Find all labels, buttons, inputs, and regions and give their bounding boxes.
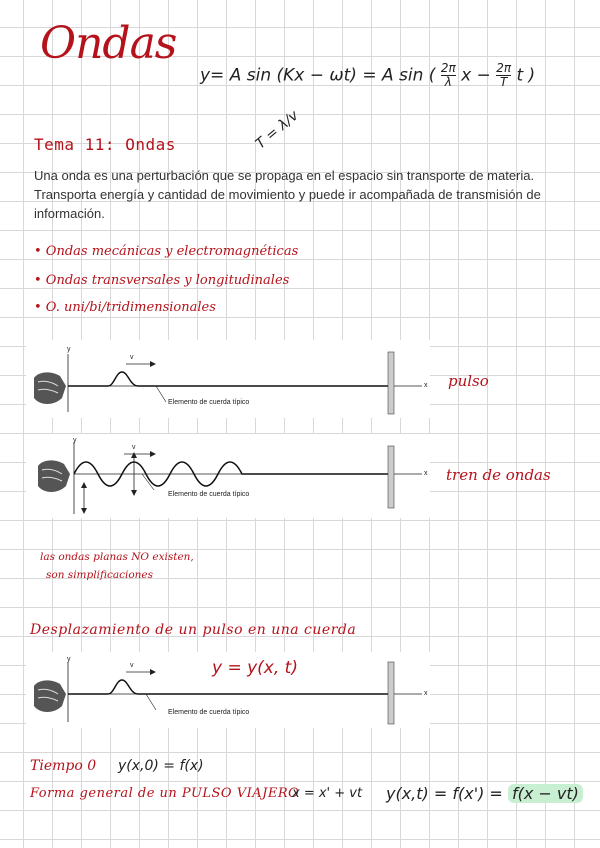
wave-train-diagram bbox=[26, 434, 430, 518]
x-axis-label: x bbox=[424, 470, 428, 477]
y-axis-label: y bbox=[67, 656, 71, 663]
wave-train-figure bbox=[26, 434, 430, 518]
traveling-pulse-equation bbox=[386, 784, 583, 803]
note-line: son simplificaciones bbox=[46, 569, 154, 581]
frac2-den: T bbox=[499, 75, 508, 89]
y-axis-label: y bbox=[73, 437, 77, 444]
frac1-num: 2π bbox=[440, 61, 456, 75]
wave-train-label: tren de ondas bbox=[446, 466, 551, 484]
x-axis-label: x bbox=[424, 690, 428, 697]
pulse-equation: y = y(x, t) bbox=[212, 658, 298, 678]
formula-lhs: y= A sin (Kx − ωt) = A sin ( bbox=[200, 65, 436, 86]
note-line: las ondas planas NO existen, bbox=[40, 551, 194, 563]
y-axis-label: y bbox=[67, 346, 71, 353]
bullet-item: • Ondas transversales y longitudinales bbox=[34, 273, 290, 288]
pulse-figure bbox=[26, 340, 430, 418]
bullet-item: • O. uni/bi/tridimensionales bbox=[34, 300, 216, 315]
pulse-label: pulso bbox=[448, 372, 489, 390]
element-label: Elemento de cuerda típico bbox=[168, 709, 250, 716]
time-zero-equation: y(x,0) = f(x) bbox=[118, 758, 204, 774]
formula-t: t ) bbox=[516, 65, 536, 86]
time-zero-label: Tiempo 0 bbox=[30, 758, 97, 774]
element-label: Elemento de cuerda típico bbox=[168, 399, 250, 406]
frac2-num: 2π bbox=[496, 61, 512, 75]
highlighted-result: f(x − vt) bbox=[508, 784, 583, 803]
velocity-label: v bbox=[130, 662, 134, 669]
hand-icon bbox=[34, 372, 66, 404]
element-label: Elemento de cuerda típico bbox=[168, 491, 250, 498]
x-axis-label: x bbox=[424, 382, 428, 389]
section-title: Desplazamiento de un pulso en una cuerda bbox=[30, 622, 357, 638]
velocity-label: v bbox=[132, 444, 136, 451]
traveling-pulse-label: Forma general de un PULSO VIAJERO bbox=[30, 786, 300, 801]
velocity-label: v bbox=[130, 354, 134, 361]
page-title: Ondas bbox=[40, 18, 177, 69]
intro-paragraph: Una onda es una perturbación que se propaga en el espacio sin transporte de materia. Transporta energía y cantidad de movimiento y puede ir acompañada de transmisión de información. bbox=[34, 168, 541, 221]
hand-icon bbox=[38, 460, 70, 492]
section-title: Tema 11: Ondas bbox=[34, 135, 176, 154]
period-relation: T = λ/v bbox=[252, 107, 302, 153]
frac1-den: λ bbox=[444, 75, 452, 89]
pulse-diagram bbox=[26, 340, 430, 418]
bullet-item: • Ondas mecánicas y electromagnéticas bbox=[34, 244, 299, 259]
coordinate-transform: x = x' + vt bbox=[292, 786, 363, 801]
formula-x: x − bbox=[461, 65, 491, 86]
note bbox=[40, 548, 240, 584]
wave-formula bbox=[200, 62, 535, 89]
hand-icon bbox=[34, 680, 66, 712]
traveling-pulse-lhs: y(x,t) = f(x') = bbox=[386, 784, 503, 803]
